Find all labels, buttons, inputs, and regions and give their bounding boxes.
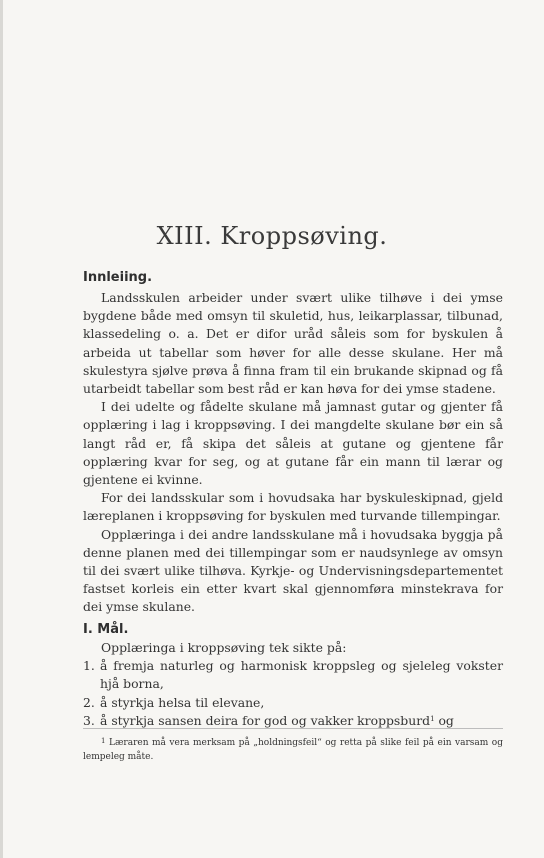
intro-paragraph: Landsskulen arbeider under svært ulike tilhøve i dei ymse bygdene både med omsyn til skuletid, hus, leikarplassar, tilbunad, klassedeling o. a. Det er difor uråd såleis som for byskulen å arbeida ut tabellar som høver for alle desse skulane. Her må skulestyra sjølve prøva å finna fram til ein brukande skipnad og få utarbeidt tabellar som best råd er kan høva for dei ymse stadene. [83, 290, 503, 397]
footnote-rule [83, 728, 503, 729]
page-edge [0, 0, 3, 858]
intro-paragraph: Opplæringa i dei andre landsskulane må i hovudsaka byggja på denne planen med dei tillempingar som er naudsynlege av omsyn til dei svært ulike tilhøva. Kyrkje- og Undervisningsdepartementet fastset korleis ein etter kvart skal gjennomføra minstekrava for dei ymse skulane. [83, 526, 503, 615]
section-heading-goals: I. Mål. [83, 622, 129, 637]
footnote [83, 736, 503, 764]
goals-intro: Opplæringa i kroppsøving tek sikte på: [101, 640, 347, 655]
goal-item: 3. å styrkja sansen deira for god og vakker kroppsburd$^1$ og [83, 712, 454, 728]
chapter-title: XIII. Kroppsøving. [156, 222, 388, 250]
intro-paragraph: I dei udelte og fådelte skulane må jamnast gutar og gjenter få opplæring i lag i kroppsøving. I dei mangdelte skulane bør ein så langt råd er, få skipa det såleis at gutane og gjentene får opplæring kvar for seg, og at gutane får ein mann til lærar og gjentene ei kvinne. [83, 399, 503, 488]
intro-body [83, 289, 503, 617]
goals-body [83, 639, 503, 730]
footnote-ref: 1 [430, 714, 435, 723]
footnote-marker: 1 [101, 737, 106, 745]
goal-item: 2. å styrkja helsa til elevane, [83, 694, 265, 710]
footnote-text: Læraren må vera merksam på „holdningsfeil“ og retta på slike feil på ein varsam og lempeleg måte. [83, 738, 503, 762]
intro-heading: Innleiing. [83, 270, 153, 285]
intro-paragraph: For dei landsskular som i hovudsaka har byskuleskipnad, gjeld læreplanen i kroppsøving for byskulen med turvande tillempingar. [83, 490, 503, 524]
goal-item: 1. å fremja naturleg og harmonisk kroppsleg og sjeleleg vokster hjå borna, [83, 658, 503, 692]
